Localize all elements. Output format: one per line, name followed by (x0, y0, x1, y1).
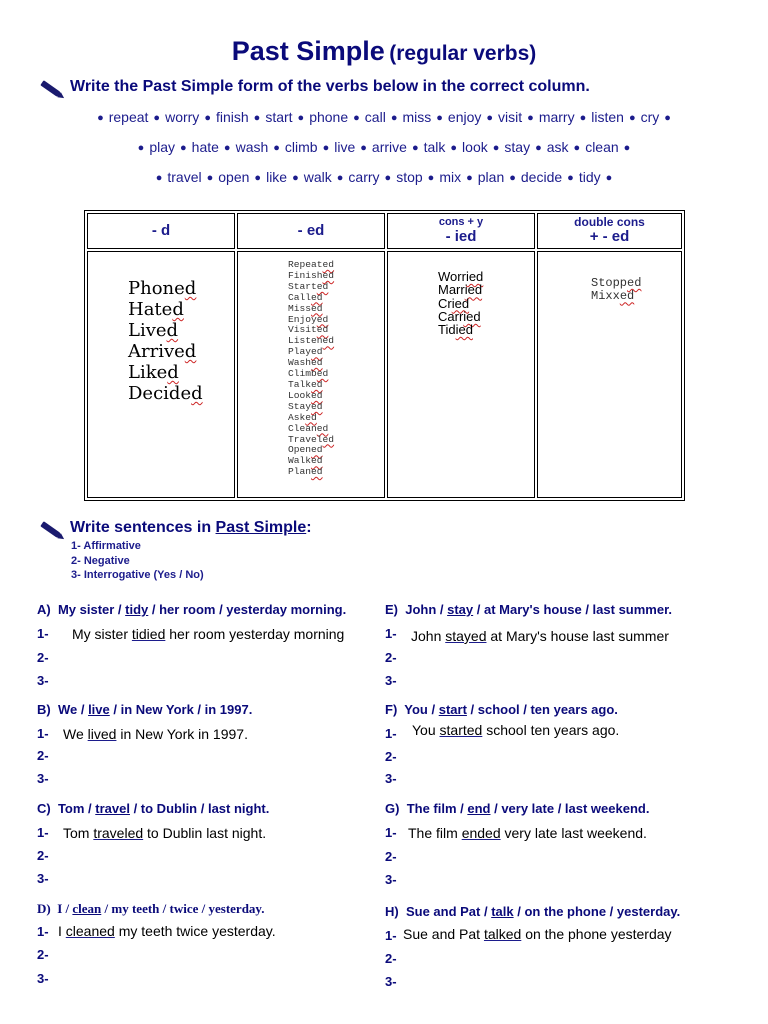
verb-word: wash (235, 139, 269, 155)
bullet-icon: ● (137, 142, 145, 154)
page-title (0, 36, 768, 67)
instruction-columns: Write the Past Simple form of the verbs below in the correct column. (70, 78, 590, 95)
bullet-icon: ● (486, 112, 494, 124)
bullet-icon: ● (273, 142, 280, 154)
title-sub: (regular verbs) (389, 42, 537, 65)
bullet-icon: ● (322, 142, 330, 154)
past-form: Decided (128, 383, 203, 404)
past-form: Looked (288, 389, 323, 401)
past-form: Arrived (128, 341, 197, 362)
answer-f: You started school ten years ago. (412, 722, 620, 738)
past-form: Carried (438, 308, 481, 324)
past-form: Lived (128, 320, 179, 341)
bullet-icon: ● (535, 142, 542, 154)
instruction-sentences: Write sentences in Past Simple: (70, 519, 312, 536)
bullet-icon: ● (605, 172, 613, 184)
past-form: Hated (128, 299, 184, 320)
table-header-row (87, 213, 682, 249)
header-ed: - ed (237, 213, 385, 249)
bullet-icon: ● (628, 112, 636, 124)
bullet-icon: ● (623, 142, 631, 154)
past-form: Married (438, 282, 483, 298)
past-form: Finished (288, 269, 335, 281)
exercise-d: D) I / clean / my teeth / twice / yesterday. 1- I cleaned my teeth twice yesterday. 2- 3- (37, 901, 276, 986)
answer-e: John stayed at Mary's house last summer (411, 628, 669, 644)
past-form: Climbed (288, 368, 329, 380)
verb-bank-line-1 (0, 109, 768, 125)
verb-word: climb (284, 139, 318, 155)
bullet-icon: ● (206, 172, 214, 184)
past-form: Mixxed (591, 289, 635, 304)
column-ed-answers (237, 251, 385, 498)
bullet-icon: ● (567, 172, 574, 184)
bullet-icon: ● (664, 112, 671, 124)
bullet-icon: ● (579, 112, 587, 124)
bullet-icon: ● (466, 172, 473, 184)
past-form: Played (288, 346, 323, 358)
verb-word: plan (477, 169, 505, 185)
column-ied-answers (387, 251, 535, 498)
past-form: Tidied (438, 322, 473, 338)
bullet-icon: ● (384, 172, 392, 184)
bullet-icon: ● (527, 112, 534, 124)
bullet-icon: ● (573, 142, 581, 154)
verb-word: phone (309, 109, 349, 125)
bullet-icon: ● (254, 172, 262, 184)
past-form: Stayed (288, 400, 323, 412)
verb-word: ask (546, 139, 569, 155)
past-form: Stopped (591, 276, 642, 290)
bullet-icon: ● (411, 142, 419, 154)
verb-word: talk (423, 139, 446, 155)
bullet-icon: ● (336, 172, 344, 184)
exercise-a: A) My sister / tidy / her room / yesterday morning. 1- My sister tidied her room yesterday morning 2- 3- (37, 602, 347, 688)
bullet-icon: ● (436, 112, 443, 124)
verb-word: stay (504, 139, 531, 155)
verb-word: call (364, 109, 386, 125)
bullet-icon: ● (153, 112, 161, 124)
column-d-answers (87, 251, 235, 498)
past-form: Liked (128, 362, 179, 383)
past-form: Asked (288, 411, 317, 423)
answer-c: Tom traveled to Dublin last night. (63, 825, 267, 841)
verb-word: cry (640, 109, 660, 125)
exercise-e: E) John / stay / at Mary's house / last summer. 1- John stayed at Mary's house last summer 2- 3- (385, 602, 673, 688)
verb-word: live (334, 139, 356, 155)
past-form: Cleaned (288, 422, 329, 434)
past-form: Planed (288, 466, 323, 478)
verb-word: mix (439, 169, 462, 185)
bullet-icon: ● (97, 112, 104, 124)
verb-word: hate (191, 139, 219, 155)
past-form: Repeated (288, 259, 335, 270)
bullet-icon: ● (297, 112, 305, 124)
pencil-icon-2 (40, 521, 61, 539)
bullet-icon: ● (155, 172, 163, 184)
column-double-answers (537, 251, 682, 498)
sentence-types: 1- Affirmative 2- Negative 3- Interrogative (Yes / No) (71, 540, 204, 581)
past-form: Listened (288, 335, 335, 347)
past-form: Opened (288, 444, 323, 456)
exercise-g: G) The film / end / very late / last weekend. 1- The film ended very late last weekend. 2- 3- (385, 801, 650, 887)
bullet-icon: ● (390, 112, 398, 124)
bullet-icon: ● (509, 172, 516, 184)
bullet-icon: ● (353, 112, 360, 124)
answer-g: The film ended very late last weekend. (408, 825, 647, 841)
bullet-icon: ● (292, 172, 299, 184)
answer-b: We lived in New York in 1997. (63, 726, 248, 742)
verb-word: visit (498, 109, 523, 125)
past-form: Talked (288, 378, 323, 390)
past-form: Worried (438, 269, 484, 284)
verb-word: walk (303, 169, 332, 185)
bullet-icon: ● (360, 142, 367, 154)
past-form: Missed (288, 302, 323, 314)
bullet-icon: ● (180, 142, 187, 154)
exercise-c: C) Tom / travel / to Dublin / last night. 1- Tom traveled to Dublin last night. 2- 3- (37, 801, 270, 886)
table-body-row (87, 251, 682, 498)
title-main: Past Simple (231, 36, 385, 66)
bullet-icon: ● (450, 142, 458, 154)
bullet-icon: ● (253, 112, 261, 124)
verb-bank-line-3 (0, 169, 768, 185)
verb-word: decide (520, 169, 563, 185)
verb-word: listen (591, 109, 624, 125)
header-ied: cons + y - ied (387, 213, 535, 249)
past-form: Walked (288, 455, 323, 467)
past-form: Visited (288, 324, 329, 336)
answer-a: My sister tidied her room yesterday morning (72, 626, 345, 642)
verb-word: worry (165, 109, 200, 125)
past-form: Called (288, 291, 323, 303)
verb-word: stop (396, 169, 423, 185)
verb-word: enjoy (447, 109, 482, 125)
bullet-icon: ● (223, 142, 231, 154)
verb-word: travel (167, 169, 202, 185)
pencil-icon (40, 80, 61, 98)
bullet-icon: ● (492, 142, 500, 154)
past-form: Washed (288, 357, 323, 369)
past-form: Enjoyed (288, 313, 329, 325)
bullet-icon: ● (204, 112, 211, 124)
verb-bank-line-2 (0, 139, 768, 155)
past-form: Cried (438, 295, 470, 311)
verb-word: finish (215, 109, 249, 125)
verb-word: look (462, 139, 488, 155)
answer-d: I cleaned my teeth twice yesterday. (58, 923, 276, 939)
verb-word: arrive (371, 139, 407, 155)
verb-word: carry (348, 169, 380, 185)
answer-h: Sue and Pat talked on the phone yesterday (403, 926, 672, 942)
header-double: double cons + - ed (537, 213, 682, 249)
exercise-b: B) We / live / in New York / in 1997. 1- We lived in New York in 1997. 2- 3- (37, 702, 253, 786)
verb-word: like (266, 169, 288, 185)
verb-word: tidy (578, 169, 601, 185)
verb-word: miss (402, 109, 432, 125)
verb-word: repeat (108, 109, 149, 125)
verb-word: start (265, 109, 293, 125)
verb-word: play (149, 139, 176, 155)
verb-word: marry (538, 109, 575, 125)
verb-word: open (218, 169, 250, 185)
exercise-h: H) Sue and Pat / talk / on the phone / yesterday. 1- Sue and Pat talked on the phone yesterday 2- 3- (385, 904, 681, 989)
verb-word: clean (585, 139, 619, 155)
past-form: Traveled (288, 433, 335, 445)
past-form: Phoned (128, 278, 197, 299)
exercise-f: F) You / start / school / ten years ago. 1- You started school ten years ago. 2- 3- (385, 702, 620, 786)
bullet-icon: ● (427, 172, 435, 184)
answer-table (84, 210, 685, 501)
header-d: - d (87, 213, 235, 249)
past-form: Started (288, 280, 329, 292)
